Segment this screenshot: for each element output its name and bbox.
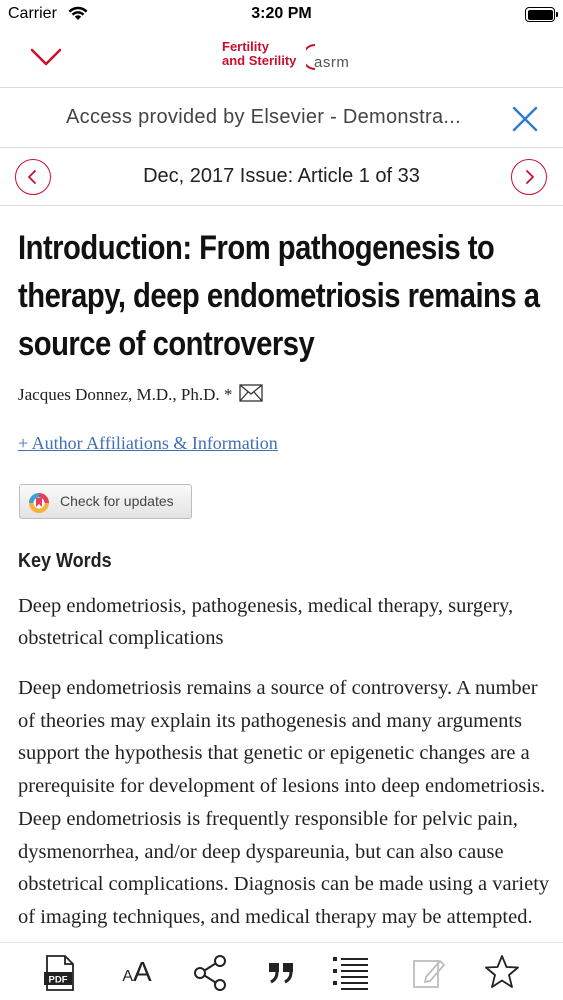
logo-line-2: and Sterility	[222, 53, 297, 68]
pdf-icon	[41, 953, 81, 993]
abstract-paragraph: Deep endometriosis remains a source of controversy. A number of theories may explain its pathogenesis and many arguments support the hypothesis that genetic or epigenetic changes are a prerequisite for development of lesions into deep endometriosis. Deep endometriosis is frequently responsible for pelvic pain, dysmenorrhea, and/or deep dyspareunia, but can also cause obstetrical complications. Diagnosis can be made using a variety of imaging techniques, and medical therapy may be attempted.	[18, 677, 550, 928]
font-size-small-a: A	[122, 968, 133, 985]
keywords-text: Deep endometriosis, pathogenesis, medical therapy, surgery, obstetrical complications	[18, 595, 514, 649]
status-bar	[0, 0, 563, 30]
asrm-wordmark: asrm	[314, 54, 350, 71]
access-banner	[0, 88, 563, 148]
app-header	[0, 30, 563, 88]
issue-label: Dec, 2017 Issue: Article 1 of 33	[143, 165, 420, 187]
clock: 3:20 PM	[251, 5, 312, 22]
keywords-heading: Key Words	[18, 550, 112, 572]
quote-icon	[263, 953, 303, 993]
bottom-toolbar	[0, 942, 563, 1000]
check-for-updates-label: Check for updates	[60, 493, 174, 509]
cite-button[interactable]	[263, 953, 303, 993]
journal-logo	[222, 39, 350, 74]
mail-icon[interactable]	[239, 384, 263, 407]
author-line	[18, 384, 263, 407]
note-icon	[410, 953, 450, 993]
close-icon	[509, 103, 541, 135]
pdf-label: PDF	[48, 974, 68, 986]
carrier-label: Carrier	[8, 5, 57, 22]
star-icon	[483, 953, 523, 993]
check-for-updates-button[interactable]	[19, 484, 192, 519]
author-affiliations-link[interactable]: + Author Affiliations & Information	[18, 433, 278, 453]
outline-icon	[332, 953, 372, 993]
article-title: Introduction: From pathogenesis to therapy, deep endometriosis remains a source of controversy	[18, 229, 540, 363]
battery-icon	[525, 7, 555, 22]
author-name: Jacques Donnez, M.D., Ph.D. *	[18, 385, 233, 404]
battery-level	[528, 10, 553, 20]
outline-button[interactable]	[332, 953, 372, 993]
chevron-down-icon	[26, 42, 66, 72]
crossmark-icon	[28, 492, 50, 519]
asrm-logo	[306, 46, 350, 72]
favorite-button[interactable]	[483, 953, 523, 993]
close-banner-button[interactable]	[509, 103, 541, 135]
share-button[interactable]	[191, 953, 231, 993]
font-size-big-a: A	[132, 956, 152, 987]
font-size-icon	[117, 956, 157, 988]
collapse-button[interactable]	[26, 42, 66, 72]
chevron-right-icon	[521, 169, 537, 185]
font-size-button[interactable]	[117, 953, 157, 993]
pdf-button[interactable]	[41, 953, 81, 993]
logo-line-1: Fertility	[222, 39, 269, 54]
share-icon	[191, 953, 231, 993]
access-text: Access provided by Elsevier - Demonstra...	[66, 106, 461, 128]
note-button[interactable]	[410, 953, 450, 993]
next-article-button[interactable]	[511, 159, 547, 195]
issue-navigation	[0, 148, 563, 206]
